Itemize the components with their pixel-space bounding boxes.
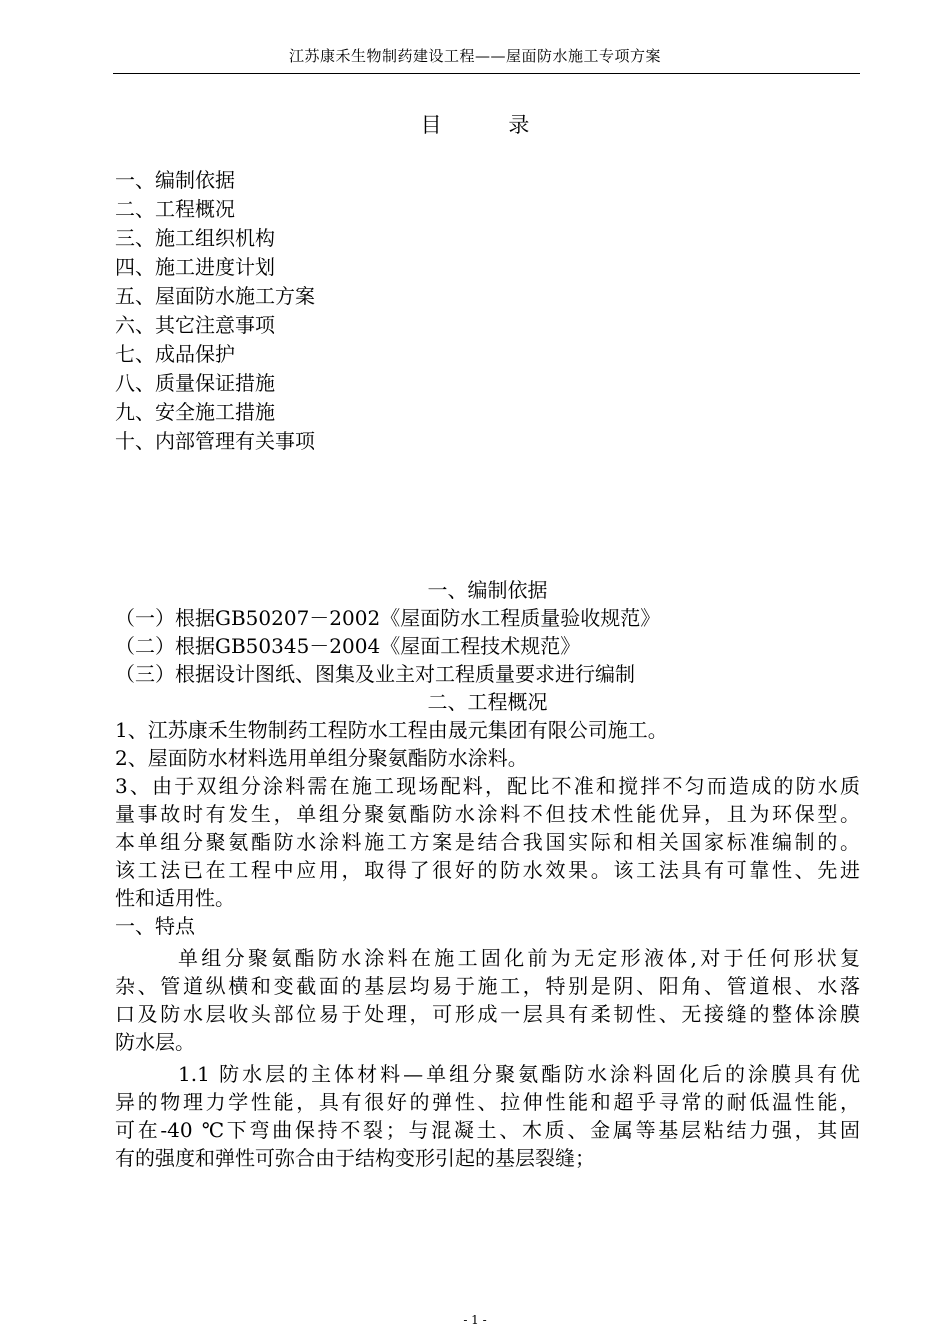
- features-heading: 一、特点: [115, 914, 195, 938]
- overview-item-3: [115, 772, 860, 912]
- toc-item: 八、质量保证措施: [115, 371, 275, 395]
- features-paragraph: [115, 944, 860, 1056]
- basis-item: （三）根据设计图纸、图集及业主对工程质量要求进行编制: [115, 662, 635, 686]
- basis-item: （一）根据GB50207－2002《屋面防水工程质量验收规范》: [115, 606, 661, 630]
- paragraph-line: 可在-40 ℃下弯曲保持不裂；与混凝土、木质、金属等基层粘结力强，其固: [115, 1118, 860, 1142]
- overview-item: 1、江苏康禾生物制药工程防水工程由晟元集团有限公司施工。: [115, 718, 668, 742]
- toc-item: 二、工程概况: [115, 197, 235, 221]
- paragraph-line: 防水层。: [115, 1030, 195, 1054]
- paragraph-line: 口及防水层收头部位易于处理，可形成一层具有柔韧性、无接缝的整体涂膜: [115, 1002, 860, 1026]
- toc-item: 六、其它注意事项: [115, 313, 275, 337]
- paragraph-line: 异的物理力学性能，具有很好的弹性、拉伸性能和超乎寻常的耐低温性能，: [115, 1090, 860, 1114]
- paragraph-line: 性和适用性。: [115, 886, 235, 910]
- paragraph-line: 1.1 防水层的主体材料—单组分聚氨酯防水涂料固化后的涂膜具有优: [178, 1062, 860, 1086]
- toc-item: 九、安全施工措施: [115, 400, 275, 424]
- paragraph-line: 单组分聚氨酯防水涂料在施工固化前为无定形液体,对于任何形状复: [178, 946, 860, 970]
- overview-item: 2、屋面防水材料选用单组分聚氨酯防水涂料。: [115, 746, 528, 770]
- toc-item: 三、施工组织机构: [115, 226, 275, 250]
- page-number: - 1 -: [463, 1313, 487, 1327]
- section-heading-overview: 二、工程概况: [427, 690, 548, 714]
- toc-item: 一、编制依据: [115, 168, 235, 192]
- paragraph-line: 3、由于双组分涂料需在施工现场配料，配比不准和搅拌不匀而造成的防水质: [115, 774, 860, 798]
- toc-item: 七、成品保护: [115, 342, 235, 366]
- section-heading-basis: 一、编制依据: [427, 578, 548, 602]
- basis-item: （二）根据GB50345－2004《屋面工程技术规范》: [115, 634, 581, 658]
- toc-item: 四、施工进度计划: [115, 255, 275, 279]
- paragraph-line: 有的强度和弹性可弥合由于结构变形引起的基层裂缝；: [115, 1146, 595, 1170]
- paragraph-1-1: [115, 1060, 860, 1172]
- paragraph-line: 该工法已在工程中应用，取得了很好的防水效果。该工法具有可靠性、先进: [115, 858, 860, 882]
- toc-item: 十、内部管理有关事项: [115, 429, 315, 453]
- paragraph-line: 杂、管道纵横和变截面的基层均易于施工，特别是阴、阳角、管道根、水落: [115, 974, 860, 998]
- toc-item: 五、屋面防水施工方案: [115, 284, 315, 308]
- paragraph-line: 本单组分聚氨酯防水涂料施工方案是结合我国实际和相关国家标准编制的。: [115, 830, 860, 854]
- document-body: [115, 576, 860, 1172]
- toc-title: 目 录: [420, 113, 560, 137]
- table-of-contents: [115, 166, 315, 456]
- header-rule: [113, 73, 860, 74]
- page-header: 江苏康禾生物制药建设工程——屋面防水施工专项方案: [288, 47, 661, 65]
- paragraph-line: 量事故时有发生，单组分聚氨酯防水涂料不但技术性能优异，且为环保型。: [115, 802, 860, 826]
